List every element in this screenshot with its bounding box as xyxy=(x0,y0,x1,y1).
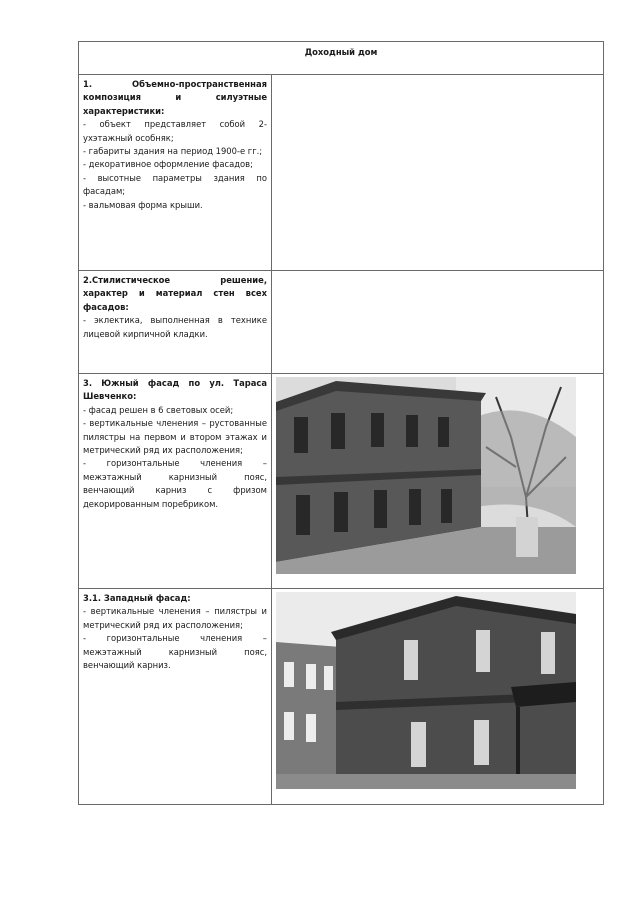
list-item: - декоративное оформление фасадов; xyxy=(83,159,253,170)
list-item: - вальмовая форма крыши. xyxy=(83,199,203,210)
photo-cell xyxy=(272,589,604,805)
list-item: - объект представляет собой 2-ухэтажный особняк; xyxy=(83,119,267,143)
table-row xyxy=(79,75,604,271)
list-item: - габариты здания на период 1900-е гг.; xyxy=(83,146,263,157)
section-3-1-text xyxy=(79,589,272,805)
south-facade-photo xyxy=(276,377,576,574)
photo-cell xyxy=(272,374,604,589)
table-row xyxy=(79,271,604,374)
section-3-text xyxy=(79,374,272,589)
west-facade-photo xyxy=(276,592,576,789)
table-row xyxy=(79,589,604,805)
section-heading: 3.1. Западный фасад: xyxy=(83,593,191,603)
empty-cell xyxy=(272,75,604,271)
list-item: - горизонтальные членения – межэтажный карнизный пояс, венчающий карниз. xyxy=(83,633,267,671)
section-2-text xyxy=(79,271,272,374)
section-heading: 2.Стилистическое решение, характер и материал стен всех фасадов: xyxy=(83,275,267,312)
list-item: - фасад решен в 6 световых осей; xyxy=(83,404,234,415)
list-item: - вертикальные членения – рустованные пилястры на первом и втором этажах и метрический ряд их расположения; xyxy=(83,418,267,456)
table-title: Доходный дом xyxy=(79,42,604,75)
section-heading: 3. Южный фасад по ул. Тараса Шевченко: xyxy=(83,378,267,402)
list-item: - вертикальные членения – пилястры и метрический ряд их расположения; xyxy=(83,606,267,630)
empty-cell xyxy=(272,271,604,374)
section-heading: 1. Объемно-пространственная композиция и силуэтные характеристики: xyxy=(83,79,267,116)
table-row xyxy=(79,374,604,589)
list-item: - эклектика, выполненная в технике лицевой кирпичной кладки. xyxy=(83,315,267,339)
list-item: - горизонтальные членения – межэтажный карнизный пояс, венчающий карниз с фризом декорированным поребриком. xyxy=(83,458,267,509)
section-1-text xyxy=(79,75,272,271)
heritage-table xyxy=(78,41,604,805)
list-item: - высотные параметры здания по фасадам; xyxy=(83,172,267,197)
